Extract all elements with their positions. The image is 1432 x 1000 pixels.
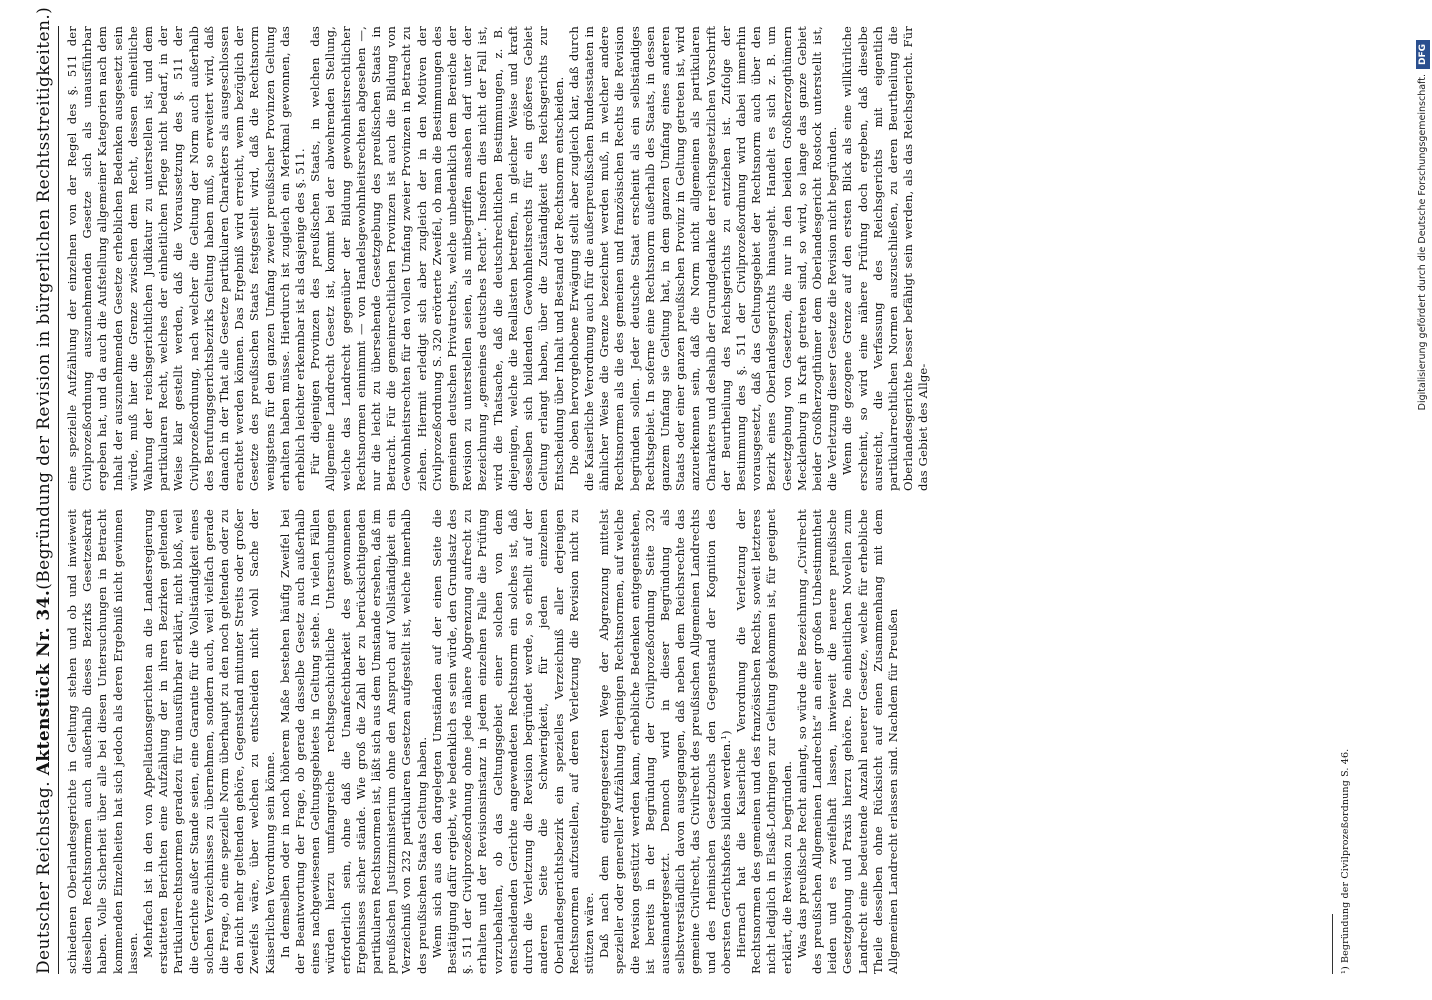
paragraph: Hiernach hat die Kaiserliche Verordnung die Verletzung der Rechtsnormen des gemeinen und des französischen Rechts, soweit letzteres nicht lediglich in Elsaß-Lothringen zur Geltung gekommen ist, für geeignet erklärt, die Revision zu begründen. — [733, 509, 794, 974]
left-column — [65, 509, 1355, 974]
header-right — [34, 0, 54, 590]
credit-text: Digitalisierung gefördert durch die Deutsche Forschungsgemeinschaft. — [1417, 74, 1428, 411]
paragraph: schiedenen Oberlandesgerichte in Geltung stehen und ob und inwieweit dieselben Rechtsnormen auch außerhalb dieses Bezirks Gesetzeskraft haben. Volle Sicherheit über alle bei diesen Untersuchungen in Betracht kommenden Einzelheiten hat sich jedoch als deren Ergebniß nicht gewinnen lassen. — [65, 509, 140, 974]
credit-text-wrapper — [1416, 40, 1430, 830]
paragraph: In demselben oder in noch höherem Maße bestehen häufig Zweifel bei der Beantwortung der Frage, ob gerade dasselbe Gesetz auch außerhalb eines nachgewiesenen Geltungsgebietes in Geltung stehe. In vielen Fällen würden hierzu umfangreiche rechtsgeschichtliche Untersuchungen erforderlich sein, ohne daß die Unanfechtbarkeit des gewonnenen Ergebnisses sicher stände. Wie groß die Zahl der zu berücksichtigenden partikularen Rechtsnormen ist, läßt sich aus dem Umstande ersehen, daß im preußischen Justizministerium ohne den Anspruch auf Vollständigkeit ein Verzeichniß von 232 partikularen Gesetzen aufgestellt ist, welche innerhalb des preußischen Staats Geltung haben. — [277, 509, 429, 974]
paragraph: Mehrfach ist in den von Appellationsgerichten an die Landesregierung erstatteten Berichten eine Aufzählung der in ihren Bezirken geltenden Partikularrechtsnormen geradezu für unausführbar erklärt, nicht bloß, weil die Gerichte außer Stande seien, eine Garantie für die Vollständigkeit eines solchen Verzeichnisses zu übernehmen, sondern auch, weil vielfach gerade die Frage, ob eine spezielle Norm überhaupt zu den noch geltenden oder zu den nicht mehr geltenden gehöre, Gegenstand mitunter Streits oder großer Zweifels wäre, über welchen zu entscheiden nicht wohl Sache der Kaiserlichen Verordnung sein könne. — [141, 509, 277, 974]
digitization-credit — [1416, 40, 1430, 830]
paragraph: Für diejenigen Provinzen des preußischen Staats, in welchen das Allgemeine Landrecht Gesetz ist, kommt bei der abwehrenden Stellung, welche das Landrecht gegenüber der Bildung gewohnheitsrechtlicher Rechtsnormen einnimmt — von Handelsgewohnheitsrechten abgesehen —, nur die leicht zu übersehende Gesetzgebung des preußischen Staats in Betracht. Für die gemeinrechtlichen Provinzen ist auch die Bildung von Gewohnheitsrechten für den vollen Umfang zweier Provinzen in Betracht zu ziehen. Hiermit erledigt sich aber zugleich der in den Motiven der Civilprozeßordnung S. 320 erörterte Zweifel, ob man die Bestimmungen des gemeinen deutschen Privatrechts, welche unbedenklich dem Bereiche der Revision zu unterstellen seien, als mitbegriffen ansehen darf unter der Bezeichnung „gemeines deutsches Recht“. Insofern dies nicht der Fall ist, wird die Thatsache, daß die deutschrechtlichen Bestimmungen, z. B. diejenigen, welche die Reallasten betreffen, in gleicher Weise und kraft desselben sich bildenden Gewohnheitsrechts für ein größeres Gebiet Geltung erlangt haben, über die Zuständigkeit des Reichsgerichts zur Entscheidung über Inhalt und Bestand der Rechtsnorm entscheiden. — [308, 26, 566, 491]
footnote: ¹) Begründung der Civilprozeßordnung S. 46. — [1339, 748, 1351, 974]
paragraph: Was das preußische Recht anlangt, so würde die Bezeichnung „Civilrecht des preußischen Allgemeinen Landrechts“ an einer großen Unbestimmtheit leiden und es zweifelhaft lassen, inwieweit die neuere preußische Gesetzgebung und Praxis hierzu gehöre. Die einheitlichen Novellen zum Landrecht eine bedeutende Anzahl neuerer Gesetze, welche für erhebliche Theile desselben ohne Rücksicht auf einen Zusammenhang mit dem Allgemeinen Landrecht erlassen sind. Nachdem für Preußen — [794, 509, 900, 974]
paragraph: Wenn die gezogene Grenze auf den ersten Blick als eine willkürliche erscheint, so wird eine nähere Prüfung doch ergeben, daß dieselbe ausreicht, die Verfassung des Reichsgerichts mit eigentlich partikularrechtlichen Normen auszuschließen, zu deren Beurtheilung die Oberlandesgerichte besser befähigt sein werden, als das Reichsgericht. Für das Gebiet des Allge- — [840, 26, 931, 491]
paragraph: Daß nach dem entgegengesetzten Wege der Abgrenzung mittelst spezieller oder genereller Aufzählung derjenigen Rechtsnormen, auf welche die Revision gestützt werden kann, erhebliche Bedenken entgegenstehen, ist bereits in der Begründung der Civilprozeßordnung Seite 320 auseinandergesetzt. Dennoch wird in dieser Begründung als selbstverständlich davon ausgegangen, daß neben dem Reichsrechte das gemeine Civilrecht, das Civilrecht des preußischen Allgemeinen Landrechts und des rheinischen Gesetzbuchs den Gegenstand der Kognition des obersten Gerichtshofes bilden werden.¹) — [597, 509, 733, 974]
paragraph: Wenn sich aus den dargelegten Umständen auf der einen Seite die Bestätigung dafür ergiebt, wie bedenklich es sein würde, den Grundsatz des §. 511 der Civilprozeßordnung ohne jede nähere Abgrenzung aufrecht zu erhalten und der Revisionsinstanz in jedem einzelnen Falle die Prüfung vorzubehalten, ob das Geltungsgebiet einer solchen von dem entscheidenden Gerichte angewendeten Rechtsnorm ein solches ist, daß durch die Verletzung die Revision begründet werde, so erhellt auf der anderen Seite die Schwierigkeit, für jeden einzelnen Oberlandesgerichtsbezirk ein spezielles Verzeichniß aller derjenigen Rechtsnormen aufzustellen, auf deren Verletzung die Revision nicht zu stützen wäre. — [429, 509, 596, 974]
header-document-number: Aktenstück Nr. 34. — [34, 589, 54, 776]
text-columns — [65, 26, 1355, 974]
page-header — [14, 6, 54, 974]
footnote-rule — [1332, 914, 1333, 974]
dfg-logo: DFG — [1416, 40, 1430, 69]
header-publication: Deutscher Reichstag. — [34, 781, 54, 974]
header-left — [34, 590, 54, 974]
paragraph: eine spezielle Aufzählung der einzelnen von der Regel des §. 511 der Civilprozeßordnung auszunehmenden Gesetze sich als unausführbar ergeben hat, und da auch die Aufstellung allgemeiner Kategorien nach dem Inhalt der auszunehmenden Gesetze erheblichen Bedenken ausgesetzt sein würde, muß hier die Grenze zwischen dem Recht, dessen einheitliche Wahrung der reichsgerichtlichen Judikatur zu unterstellen ist, und dem partikularen Recht, welches der einheitlichen Pflege nicht bedarf, in der Weise klar gestellt werden, daß die Voraussetzung des §. 511 der Civilprozeßordnung, nach welcher die Geltung der Norm auch außerhalb des Berufungsgerichtsbezirks Geltung haben muß, so erweitert wird, daß danach in der That alle Gesetze partikularen Charakters als ausgeschlossen erachtet werden können. Das Ergebniß wird erreicht, wenn bezüglich der Gesetze des preußischen Staats festgestellt wird, daß die Rechtsnorm wenigstens für den ganzen Umfang zweier preußischer Provinzen Geltung erhalten haben müsse. Hierdurch ist zugleich ein Merkmal gewonnen, das erheblich leichter erkennbar ist als dasjenige des §. 511. — [65, 26, 308, 491]
header-section-title: (Begründung der Revision in bürgerlichen Rechtsstreitigkeiten.) — [34, 6, 54, 590]
right-column — [65, 26, 1355, 491]
paragraph: Die oben hervorgehobene Erwägung stellt aber zugleich klar, daß durch die Kaiserliche Verordnung auch für die außerpreußischen Bundesstaaten in ähnlicher Weise die Grenze bezeichnet werden muß, in welcher andere Rechtsnormen als die des gemeinen und französischen Rechts die Revision begründen sollen. Jeder deutsche Staat erscheint als ein selbständiges Rechtsgebiet. In soferne eine Rechtsnorm außerhalb des Staats, in dessen ganzem Umfang sie Geltung hat, in dem ganzen Umfang eines anderen Staats oder einer ganzen preußischen Provinz in Geltung getreten ist, wird anzuerkennen sein, daß die Norm nicht allgemeinen als partikularen Charakters und deshalb der Grundgedanke der reichsgesetzlichen Vorschrift der Beurtheilung des Reichsgerichts zu entziehen ist. Zufolge der Bestimmung des §. 511 der Civilprozeßordnung wird dabei immerhin vorausgesetzt, daß das Geltungsgebiet der Rechtsnorm auch über den Bezirk eines Oberlandesgerichts hinausgeht. Handelt es sich z. B. um Gesetzgebung von Gesetzen, die nur in den beiden Großherzogthümern Mecklenburg in Kraft getreten sind, so wird, so lange das ganze Gebiet beider Großherzogthümer dem Oberlandesgericht Rostock unterstellt ist, die Verletzung dieser Gesetze die Revision nicht begründen. — [566, 26, 840, 491]
header-rule — [58, 26, 59, 974]
